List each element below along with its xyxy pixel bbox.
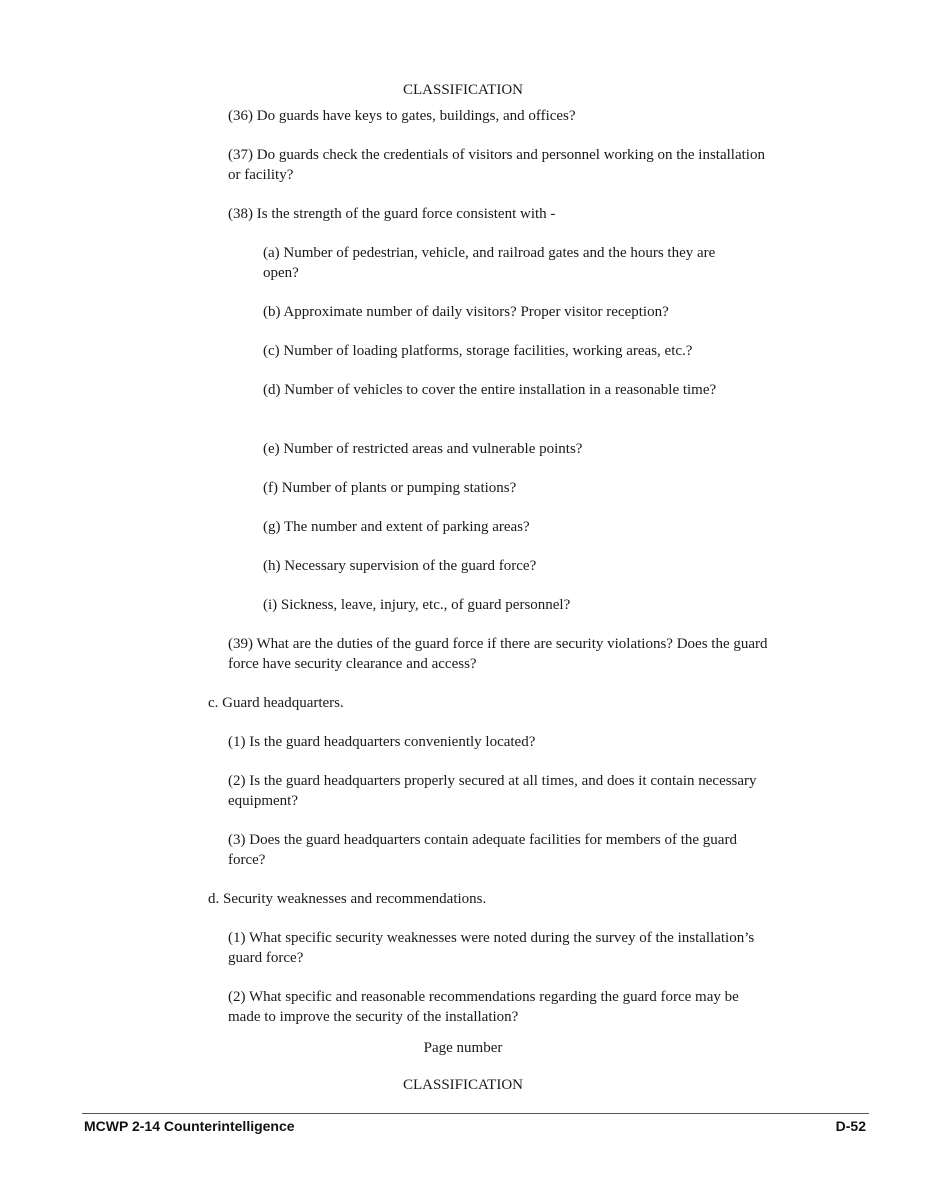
item-38b: (b) Approximate number of daily visitors? Proper visitor reception? <box>263 304 669 320</box>
item-38f: (f) Number of plants or pumping stations? <box>263 480 517 496</box>
publication-title: MCWP 2-14 Counterintelligence <box>84 1118 295 1134</box>
section-c-item-1: (1) Is the guard headquarters conveniently located? <box>228 734 536 750</box>
item-36: (36) Do guards have keys to gates, buildings, and offices? <box>228 108 576 124</box>
item-38c: (c) Number of loading platforms, storage facilities, working areas, etc.? <box>263 343 693 359</box>
footer-divider <box>82 1113 869 1114</box>
item-38e: (e) Number of restricted areas and vulnerable points? <box>263 441 583 457</box>
section-c-item-3: (3) Does the guard headquarters contain adequate facilities for members of the guard force? <box>228 832 737 868</box>
classification-footer: CLASSIFICATION <box>402 1077 523 1093</box>
classification-header: CLASSIFICATION <box>402 82 523 98</box>
item-38a: (a) Number of pedestrian, vehicle, and railroad gates and the hours they are open? <box>263 245 716 281</box>
page-number-label: Page number <box>423 1040 503 1056</box>
item-39: (39) What are the duties of the guard force if there are security violations? Does the guard force have security clearance and access? <box>228 636 768 672</box>
section-d-heading: d. Security weaknesses and recommendations. <box>208 891 487 907</box>
item-38h: (h) Necessary supervision of the guard force? <box>263 558 537 574</box>
item-38i: (i) Sickness, leave, injury, etc., of guard personnel? <box>263 597 571 613</box>
item-38: (38) Is the strength of the guard force consistent with - <box>228 206 556 222</box>
section-d-item-2: (2) What specific and reasonable recommendations regarding the guard force may be made to improve the security of the installation? <box>228 989 739 1025</box>
page-id: D-52 <box>835 1118 866 1134</box>
item-38g: (g) The number and extent of parking areas? <box>263 519 530 535</box>
item-37: (37) Do guards check the credentials of visitors and personnel working on the installation or facility? <box>228 147 765 183</box>
section-c-heading: c. Guard headquarters. <box>208 695 344 711</box>
section-d-item-1: (1) What specific security weaknesses were noted during the survey of the installation’s guard force? <box>228 930 755 966</box>
item-38d: (d) Number of vehicles to cover the entire installation in a reasonable time? <box>263 382 717 398</box>
section-c-item-2: (2) Is the guard headquarters properly secured at all times, and does it contain necessary equipment? <box>228 773 757 809</box>
